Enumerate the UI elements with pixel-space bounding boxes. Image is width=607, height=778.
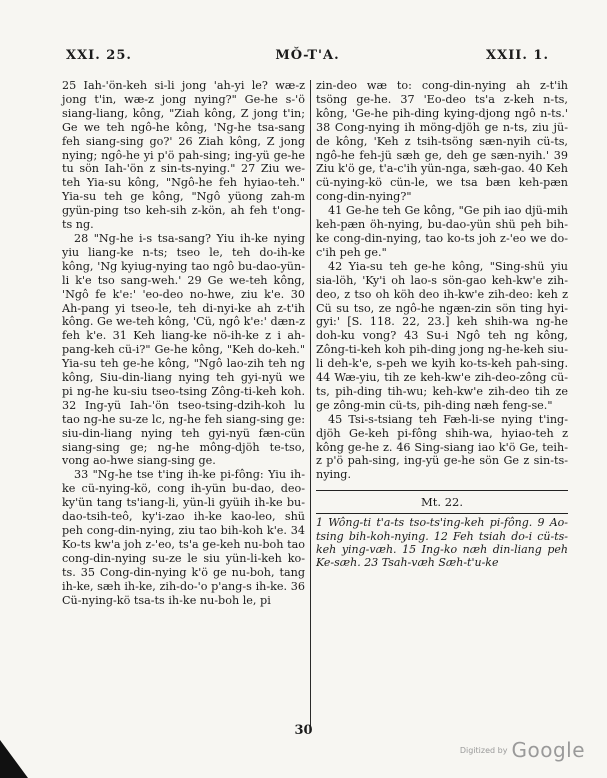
section-divider <box>316 490 568 491</box>
chapter-heading: Mt. 22. <box>421 495 463 510</box>
paragraph: 41 Ge-he teh Ge kông, "Ge pih iao djü-mih keh-pæn öh-nying, bu-dao-yün shü peh bih-ke cong-din-nying, tao ko-ts joh z-'eo we do-c'ih peh ge." <box>316 204 568 259</box>
right-column <box>316 79 568 570</box>
paragraph: 25 Iah-'ön-keh si-li jong 'ah-yi le? wæ-z jong t'in, wæ-z jong nying?" Ge-he s-'ö siang-liang, kông, "Ziah kông, Z jong t'in; Ge we teh ngô-he kông, 'Ng-he tsa-sang feh siang-sing go?' 26 Ziah kông, Z jong nying; ngô-he yi p'ö pah-sing; ing-yü ge-he tu sön Iah-'ön z sin-ts-nying." 27 Ziu we-teh Yia-su kông, "Ngô-he feh hyiao-teh." Yia-su teh ge kông, "Ngô yüong zah-m gyün-ping tso keh-sih z-kön, ah feh t'ong-ts ng. <box>62 79 305 232</box>
paragraph: 45 Tsi-s-tsiang teh Fæh-li-se nying t'ing-djöh Ge-keh pi-fông shih-wa, hyiao-teh z kông ge-he z. 46 Sing-siang iao k'ö Ge, teih-z p'ö pah-sing, ing-yü ge-he sön Ge z sin-ts-nying. <box>316 412 568 482</box>
running-header <box>46 48 569 68</box>
page-corner-shadow <box>0 740 28 778</box>
page-number: 30 <box>294 723 313 738</box>
header-left-reference: XXI. 25. <box>66 48 132 63</box>
digitized-watermark <box>460 738 585 762</box>
paragraph: 33 "Ng-he tse t'ing ih-ke pi-fông: Yiu ih-ke cü-nying-kö, cong ih-yün bu-dao, deo-ky'ün tang ts'iang-li, yün-li gyüih ih-ke bu-dao-tsih-teô, ky'i-zao ih-ke kao-leo, shü peh cong-din-nying, ziu tao bih-koh k'e. 34 Ko-ts kw'a joh z-'eo, ts'a ge-keh nu-boh tao cong-din-nying su-ze le siu yün-li-keh ko-ts. 35 Cong-din-nying k'ö ge nu-boh, tang ih-ke, sæh ih-ke, zih-do-'o p'ang-s ih-ke. 36 Cü-nying-kö tsa-ts ih-ke nu-boh le, pi <box>62 468 305 607</box>
left-column <box>62 79 305 607</box>
header-right-reference: XXII. 1. <box>486 48 549 63</box>
header-title: MŎ-T'A. <box>275 48 340 63</box>
google-logo: Google <box>511 738 585 762</box>
paragraph: 42 Yia-su teh ge-he kông, "Sing-shü yiu sia-löh, 'Ky'i oh lao-s sön-gao keh-kw'e zih-deo, z tso oh köh deo ih-kw'e zih-deo: keh z Cü su tso, ze ngô-he ngæn-zin sön ting hyi-gyi:' [S. 118. 22, 23.] keh shih-wa ng-he doh-ku vong? 43 Su-i Ngô teh ng kông, Zông-ti-keh koh pih-ding jong ng-he-keh siu-li deh-k'e, s-peh we kyih ko-ts-keh pah-sing. 44 Wæ-yiu, tih ze keh-kw'e zih-deo-zông cü-ts, pih-ding tih-wu; keh-kw'e zih-deo tih ze ge zông-min cü-ts, pih-ding næh feng-se." <box>316 259 568 412</box>
chapter-summary: 1 Wông-ti t'a-ts tso-ts'ing-keh pi-fông. 9 Ao-tsing bih-koh-nying. 12 Feh tsiah do-i cü-ts-keh ying-væh. 15 Ing-ko næh din-liang peh Ke-sæh. 23 Tsah-væh Sæh-t'u-ke <box>316 516 568 570</box>
section-divider <box>316 513 568 514</box>
column-divider <box>310 80 311 728</box>
watermark-prefix: Digitized by <box>459 745 508 755</box>
paragraph: 28 "Ng-he i-s tsa-sang? Yiu ih-ke nying yiu liang-ke n-ts; tseo le, teh do-ih-ke kông, 'Ng kyiug-nying tao ngô bu-dao-yün-li k'e tso sang-weh.' 29 Ge we-teh kông, 'Ngô fe k'e:' 'eo-deo no-hwe, ziu k'e. 30 Ah-pang yi tseo-le, teh di-nyi-ke ah z-t'ih kông. Ge we-teh kông, 'Cü, ngô k'e:' dæn-z feh k'e. 31 Keh liang-ke nö-ih-ke z i ah-pang-keh cü-i?" Ge-he kông, "Keh do-keh." Yia-su teh ge-he kông, "Ngô lao-zih teh ng kông, Siu-din-liang nying teh gyi-nyü we pi ng-he ku-siu tseo-tsing Zông-ti-keh koh. 32 Ing-yü Iah-'ön tseo-tsing-dzih-koh lu tao ng-he su-ze lc, ng-he feh siang-sing ge: siu-din-liang nying teh gyi-nyü fæn-cün siang-sing ge; ng-he mông-djöh te-tso, vong ao-hwe siang-sing ge. <box>62 231 306 468</box>
paragraph: zin-deo wæ to: cong-din-nying ah z-t'ih tsöng ge-he. 37 'Eo-deo ts'a z-keh n-ts, kông, 'Ge-he pih-ding kying-djong ngô n-ts.' 38 Cong-nying ih möng-djöh ge n-ts, ziu jü-de kông, 'Keh z tsih-tsöng sæn-nyih cü-ts, ngô-he feh-jü sæh ge, deh ge sæn-nyih.' 39 Ziu k'ö ge, t'a-c'ih yün-nga, sæh-gao. 40 Keh cü-nying-kö cün-le, we tsa bæn keh-pæn cong-din-nying?" <box>316 79 568 204</box>
